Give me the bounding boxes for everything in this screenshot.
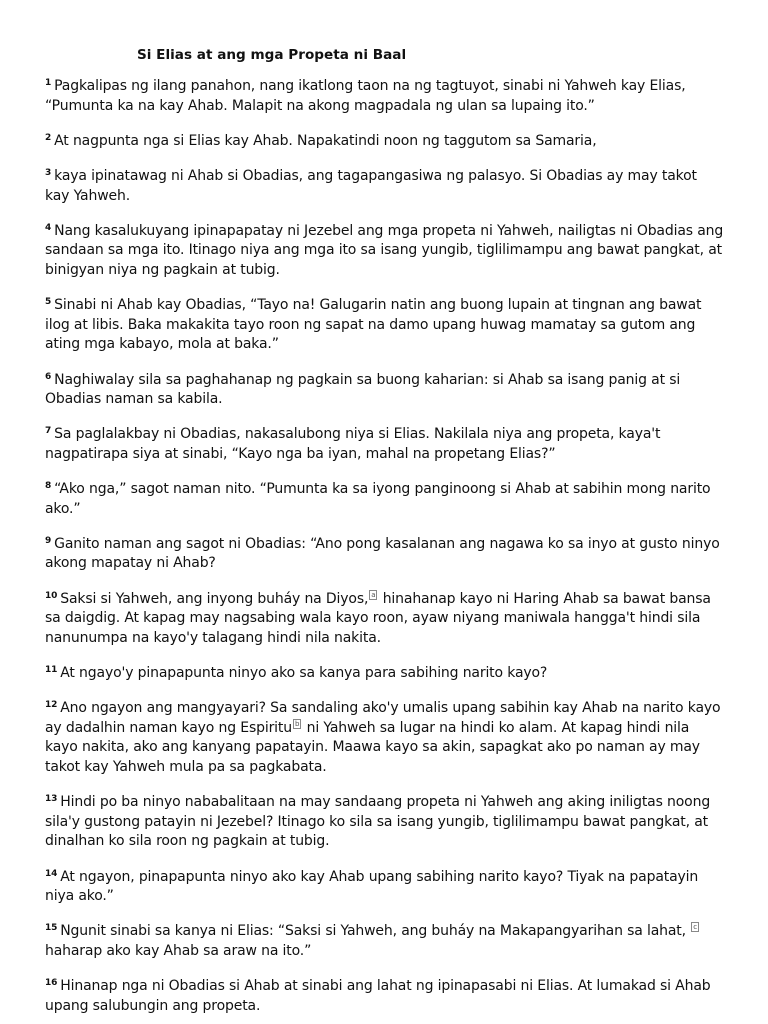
- verse-text: Hindi po ba ninyo nababalitaan na may sandaang propeta ni Yahweh ang aking iniligtas noong sila'y gustong patayin ni Jezebel? Itinago ko sila sa isang yungib, tiglilimampu bawat pangkat, at dinalhan ko sila roon ng pagkain at tubig.: [45, 794, 711, 850]
- verse-5: [45, 296, 724, 355]
- verse-text: Saksi si Yahweh, ang inyong buháy na Diyos,: [60, 590, 369, 607]
- verse-12: [45, 699, 724, 777]
- verse-text: ni Yahweh sa lugar na hindi ko alam. At kapag hindi nila kayo nakita, ako ang kanyang papatayin. Maawa kayo sa akin, sapagkat ako po naman ay may takot kay Yahweh mula pa sa pagkabata.: [45, 719, 700, 775]
- verse-text: Nang kasalukuyang ipinapapatay ni Jezebel ang mga propeta ni Yahweh, nailigtas ni Obadias ang sandaan sa mga ito. Itinago niya ang mga ito sa isang yungib, tiglilimampu ang bawat pangkat, at binigyan niya ng pagkain at tubig.: [45, 222, 724, 278]
- verse-number: 10: [45, 590, 58, 601]
- verse-8: [45, 480, 724, 519]
- verse-6: [45, 371, 724, 410]
- verse-3: [45, 167, 724, 206]
- verse-text: Naghiwalay sila sa paghahanap ng pagkain sa buong kaharian: si Ahab sa isang panig at si Obadias naman sa kabila.: [45, 371, 681, 408]
- verse-number: 4: [45, 222, 52, 233]
- verse-14: [45, 868, 724, 907]
- footnote-link[interactable]: c: [693, 923, 697, 932]
- verse-text: haharap ako kay Ahab sa araw na ito.”: [45, 942, 312, 959]
- verse-text: Ano ngayon ang mangyayari? Sa sandaling ako'y umalis upang sabihin kay Ahab na narito kayo ay dadalhin naman kayo ng Espiritu: [45, 700, 721, 736]
- verse-list: [45, 77, 724, 1016]
- footnote-link[interactable]: a: [371, 590, 376, 599]
- verse-text: Ganito naman ang sagot ni Obadias: “Ano pong kasalanan ang nagawa ko sa inyo at gusto ninyo akong mapatay ni Ahab?: [45, 535, 720, 572]
- verse-number: 6: [45, 371, 52, 382]
- verse-number: 16: [45, 978, 58, 989]
- verse-2: [45, 132, 724, 152]
- verse-number: 7: [45, 426, 52, 437]
- verse-7: [45, 425, 724, 464]
- verse-4: [45, 222, 724, 281]
- verse-16: [45, 977, 724, 1016]
- verse-9: [45, 535, 724, 574]
- verse-text: “Ako nga,” sagot naman nito. “Pumunta ka sa iyong panginoong si Ahab at sabihin mong narito ako.”: [45, 481, 711, 517]
- verse-text: Ngunit sinabi sa kanya ni Elias: “Saksi si Yahweh, ang buháy na Makapangyarihan sa lahat,: [60, 923, 691, 940]
- verse-number: 3: [45, 167, 52, 178]
- verse-number: 9: [45, 535, 52, 546]
- verse-text: At ngayon, pinapapunta ninyo ako kay Ahab upang sabihing narito kayo? Tiyak na papatayin niya ako.”: [45, 868, 699, 905]
- verse-text: At nagpunta nga si Elias kay Ahab. Napakatindi noon ng taggutom sa Samaria,: [54, 132, 597, 149]
- verse-text: Sa paglalakbay ni Obadias, nakasalubong niya si Elias. Nakilala niya ang propeta, kaya't nagpatirapa siya at sinabi, “Kayo nga ba iyan, mahal na propetang Elias?”: [45, 426, 661, 462]
- verse-number: 12: [45, 700, 58, 711]
- verse-text: kaya ipinatawag ni Ahab si Obadias, ang tagapangasiwa ng palasyo. Si Obadias ay may takot kay Yahweh.: [45, 167, 697, 204]
- verse-text: Hinanap nga ni Obadias si Ahab at sinabi ang lahat ng ipinapasabi ni Elias. At lumakad si Ahab upang salubungin ang propeta.: [45, 978, 711, 1014]
- verse-1: [45, 77, 724, 116]
- verse-number: 13: [45, 794, 58, 805]
- verse-number: 11: [45, 665, 58, 675]
- verse-text: hinahanap kayo ni Haring Ahab sa bawat bansa sa daigdig. At kapag may nagsabing wala kayo roon, ayaw niyang maniwala hangga't hindi sila nanunumpa na kayo'y talagang hindi nila nakita.: [45, 590, 711, 646]
- verse-15: [45, 922, 724, 961]
- verse-number: 14: [45, 868, 58, 879]
- verse-number: 2: [45, 132, 52, 143]
- verse-number: 15: [45, 923, 58, 934]
- verse-text: Sinabi ni Ahab kay Obadias, “Tayo na! Galugarin natin ang buong lupain at tingnan ang bawat ilog at libis. Baka makakita tayo roon ng sapat na damo upang huwag mamatay sa gutom ang ating mga kabayo, mola at baka.”: [45, 297, 702, 353]
- verse-text: Pagkalipas ng ilang panahon, nang ikatlong taon na ng tagtuyot, sinabi ni Yahweh kay Elias, “Pumunta ka na kay Ahab. Malapit na akong magpadala ng ulan sa lupaing ito.”: [45, 78, 686, 114]
- verse-13: [45, 793, 724, 852]
- footnote-link[interactable]: b: [295, 719, 300, 728]
- verse-number: 8: [45, 481, 52, 492]
- verse-text: At ngayo'y pinapapunta ninyo ako sa kanya para sabihing narito kayo?: [60, 665, 548, 681]
- document-title: Si Elias at ang mga Propeta ni Baal: [137, 47, 407, 63]
- verse-11: [45, 664, 724, 684]
- verse-10: [45, 590, 724, 649]
- verse-number: 1: [45, 78, 52, 88]
- verse-number: 5: [45, 297, 52, 308]
